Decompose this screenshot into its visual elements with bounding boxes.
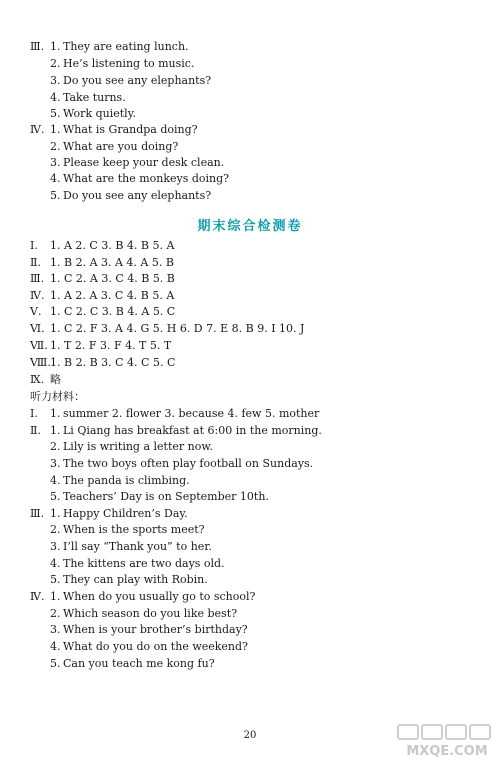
watermark-text: MXQE.COM xyxy=(406,744,488,759)
section-title: 期末综合检测卷 xyxy=(197,219,303,234)
answer-page: Ⅲ. 1. They are eating lunch. 2. He’s listening to music. 3. Do you see any elephants? 4. Take turns. 5. Work quietly. Ⅳ. 1. What is Grandpa doing? 2. What are you doing? 3. Please keep your desk clean. 4. What are the monkeys doing? 5. Do you see any elephants? 期末综合检测卷 Ⅰ. 1. A 2. C 3. B 4. B 5. A Ⅱ. 1. B 2. A 3. A 4. A 5. B Ⅲ. 1. C 2. A 3. C 4. B 5. B Ⅳ. 1. A 2. A 3. C 4. B 5. A Ⅴ. 1. C 2. C 3. B 4. A 5. C Ⅵ. 1. C 2. F 3. A 4. G 5. H 6. D 7. E 8. B 9. I 10. J Ⅶ. 1. T 2. F 3. F 4. T 5. T Ⅷ. 1. B 2. B 3. C 4. C 5. C Ⅸ. 略 听力材料： Ⅰ. 1. summer 2. flower 3. because 4. few 5. mother Ⅱ. 1. Li Qiang has breakfast at 6:00 in the morning. 2. Lily is writing a letter now. 3. The two boys often play football on Sundays. 4. The panda is climbing. 5. Teachers’ Day is on September 10th. Ⅲ. 1. Happy Children’s Day. 2. When is the sports meet? 3. I’ll say “Thank you” to her. 4. The kittens are two days old. 5. They can play with Robin. Ⅳ. 1. When do you usually go to school? 2. Which season do you like best? 3. When is your brother’s birthday? 4. What do you do on the weekend? 5. Can you teach me kong fu? 20 MXQE.COM xyxy=(0,0,500,760)
page-number: 20 xyxy=(243,730,257,741)
watermark-logo xyxy=(392,722,500,760)
